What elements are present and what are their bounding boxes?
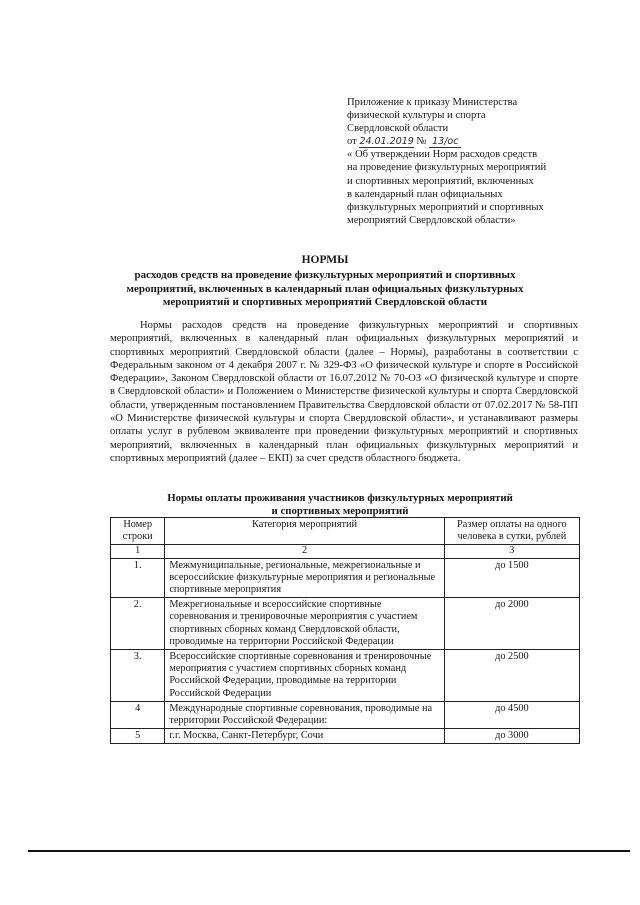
appendix-subject-line: мероприятий Свердловской области» — [347, 214, 516, 226]
document-title — [110, 254, 540, 310]
appendix-subject-line: физкультурных мероприятий и спортивных — [347, 201, 544, 213]
row-category: Международные спортивные соревнования, проводимые на территории Российской Федерации: — [165, 701, 444, 728]
appendix-subject-line: на проведение физкультурных мероприятий — [347, 162, 547, 174]
appendix-line: Приложение к приказу Министерства — [347, 97, 518, 108]
row-number: 2. — [111, 598, 165, 650]
row-number: 4 — [111, 701, 165, 728]
header-row-number: Номер строки — [111, 518, 165, 545]
row-amount: до 3000 — [444, 729, 579, 744]
table-row — [111, 650, 580, 702]
table-row — [111, 558, 580, 598]
title-line: мероприятий, включенных в календарный план официальных физкультурных — [126, 282, 524, 295]
appendix-block — [347, 96, 587, 227]
appendix-line: Свердловской области — [347, 123, 449, 135]
column-numbers-row — [111, 545, 580, 558]
row-amount: до 2000 — [444, 598, 579, 650]
title-heading: НОРМЫ — [301, 254, 349, 266]
row-number: 3. — [111, 650, 165, 702]
table-row — [111, 729, 580, 744]
table-header-row — [111, 518, 580, 545]
date-value: 24.01.2019 — [359, 136, 414, 148]
row-amount: до 1500 — [444, 558, 579, 598]
title-line: мероприятий и спортивных мероприятий Свердловской области — [162, 296, 488, 309]
date-prefix: от — [347, 136, 357, 148]
table-title-line: Нормы оплаты проживания участников физкультурных мероприятий — [167, 492, 513, 504]
header-amount: Размер оплаты на одного человека в сутки, рублей — [444, 518, 579, 545]
column-number: 2 — [165, 545, 444, 558]
number-value: 13/ос — [429, 137, 461, 148]
norms-table — [110, 517, 580, 744]
header-category: Категория мероприятий — [165, 518, 444, 545]
row-number: 1. — [111, 558, 165, 598]
appendix-date-line — [347, 135, 587, 148]
title-line: расходов средств на проведение физкультурных мероприятий и спортивных — [134, 269, 516, 282]
row-amount: до 4500 — [444, 701, 579, 728]
row-category: Межрегиональные и всероссийские спортивные соревнования и тренировочные мероприятия с участием спортивных сборных команд Свердловской области, проводимые на территории Российской Федерации — [165, 598, 444, 650]
table-row — [111, 701, 580, 728]
appendix-subject-line: « Об утверждении Норм расходов средств — [347, 149, 538, 161]
row-amount: до 2500 — [444, 650, 579, 702]
table-title-line: и спортивных мероприятий — [271, 504, 409, 517]
table-row — [111, 598, 580, 650]
page-bottom-rule — [28, 850, 630, 852]
number-prefix: № — [416, 136, 427, 148]
column-number: 3 — [444, 545, 579, 558]
row-category: г.г. Москва, Санкт-Петербург, Сочи — [165, 729, 444, 744]
table-title — [150, 492, 530, 517]
body-paragraph: Нормы расходов средств на проведение физкультурных мероприятий и спортивных мероприятий, включенных в календарный план официальных физкультурных мероприятий и спортивных мероприятий Свердловской области (далее – Нормы), разработаны в соответствии с Федеральным законом от 4 декабря 2007 г. № 329-ФЗ «О физической культуре и спорте в Российской Федерации», Законом Свердловской области от 16.07.2012 № 70-ОЗ «О физической культуре и спорте в Свердловской области» и Положением о Министерстве физической культуры и спорта Свердловской области, утвержденным постановлением Правительства Свердловской области от 07.02.2017 № 58-ПП «О Министерстве физической культуры и спорта Свердловской области», и устанавливают размеры оплаты услуг в рублевом эквиваленте при проведении физкультурных мероприятий и спортивных мероприятий, включенных в календарный план официальных физкультурных мероприятий и спортивных мероприятий (далее – ЕКП) за счет средств областного бюджета. — [110, 320, 578, 464]
column-number: 1 — [111, 545, 165, 558]
row-number: 5 — [111, 729, 165, 744]
appendix-subject-line: и спортивных мероприятий, включенных — [347, 175, 534, 187]
appendix-subject-line: в календарный план официальных — [347, 188, 503, 200]
row-category: Всероссийские спортивные соревнования и тренировочные мероприятия с участием спортивных сборных команд Российской Федерации, проводимые на территории Российской Федерации — [165, 650, 444, 702]
row-category: Межмуниципальные, региональные, межрегиональные и всероссийские физкультурные мероприятия и региональные спортивные мероприятия — [165, 558, 444, 598]
appendix-line: физической культуры и спорта — [347, 110, 486, 122]
